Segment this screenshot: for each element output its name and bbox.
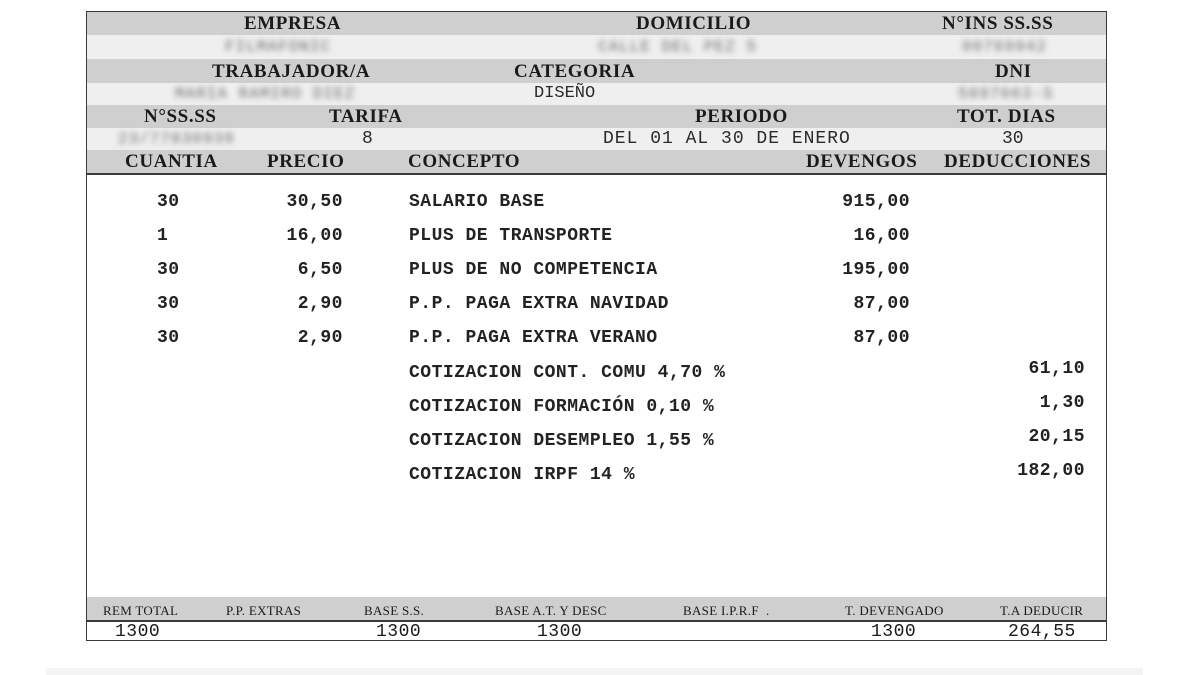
item-1-devengo: 915,00 bbox=[842, 192, 910, 212]
item-3-concepto: PLUS DE NO COMPETENCIA bbox=[409, 260, 658, 280]
footer-label-rem-total: REM TOTAL bbox=[103, 603, 179, 618]
col-deducciones: DEDUCCIONES bbox=[944, 151, 1092, 172]
footer-label-base-at: BASE A.T. Y DESC bbox=[495, 603, 607, 618]
item-2-devengo: 16,00 bbox=[853, 226, 910, 246]
item-5-cuantia: 30 bbox=[157, 328, 180, 348]
footer-value-t-devengado: 1300 bbox=[871, 622, 917, 642]
item-3-cuantia: 30 bbox=[157, 260, 180, 280]
trabajador-label: TRABAJADOR/A bbox=[212, 61, 371, 82]
item-9-concepto: COTIZACION IRPF 14 % bbox=[409, 465, 636, 485]
totdias-label: TOT. DIAS bbox=[957, 106, 1056, 127]
dni-value: 5897663-S bbox=[958, 85, 1054, 103]
periodo-label: PERIODO bbox=[695, 106, 788, 127]
col-devengos: DEVENGOS bbox=[806, 151, 918, 172]
categoria-label: CATEGORIA bbox=[514, 61, 636, 82]
nss-label: N°SS.SS bbox=[144, 106, 217, 127]
nins-value: 00769942 bbox=[962, 38, 1047, 56]
item-1-precio: 30,50 bbox=[286, 192, 343, 212]
item-9-deduccion: 182,00 bbox=[1017, 461, 1085, 481]
item-2-precio: 16,00 bbox=[286, 226, 343, 246]
item-7-deduccion: 1,30 bbox=[1039, 393, 1085, 413]
item-6-concepto: COTIZACION CONT. COMU 4,70 % bbox=[409, 363, 726, 383]
nss-value: 23/77830939 bbox=[118, 130, 235, 148]
col-concepto: CONCEPTO bbox=[408, 151, 521, 172]
item-1-cuantia: 30 bbox=[157, 192, 180, 212]
item-5-devengo: 87,00 bbox=[853, 328, 910, 348]
footer-label-pp-extras: P.P. EXTRAS bbox=[226, 603, 302, 618]
domicilio-value: CALLE DEL PEZ 5 bbox=[598, 38, 758, 56]
col-precio: PRECIO bbox=[267, 151, 345, 172]
item-2-concepto: PLUS DE TRANSPORTE bbox=[409, 226, 613, 246]
nins-label: N°INS SS.SS bbox=[942, 13, 1054, 34]
totdias-value: 30 bbox=[1002, 129, 1024, 149]
footer-label-t-deducir: T.A DEDUCIR bbox=[1000, 603, 1084, 618]
empresa-value: FILMAFONIC bbox=[225, 38, 332, 56]
footer-value-rem-total: 1300 bbox=[115, 622, 161, 642]
item-4-devengo: 87,00 bbox=[853, 294, 910, 314]
item-1-concepto: SALARIO BASE bbox=[409, 192, 545, 212]
item-7-concepto: COTIZACION FORMACIÓN 0,10 % bbox=[409, 397, 715, 417]
item-4-concepto: P.P. PAGA EXTRA NAVIDAD bbox=[409, 294, 669, 314]
item-3-precio: 6,50 bbox=[297, 260, 343, 280]
domicilio-label: DOMICILIO bbox=[636, 13, 752, 34]
tarifa-value: 8 bbox=[362, 129, 373, 149]
payslip-frame bbox=[86, 11, 1107, 641]
categoria-value: DISEÑO bbox=[534, 84, 596, 103]
footer-value-base-at: 1300 bbox=[537, 622, 583, 642]
footer-label-base-irpf: BASE I.P.R.F . bbox=[683, 603, 770, 618]
footer-label-base-ss: BASE S.S. bbox=[364, 603, 425, 618]
footer-label-t-devengado: T. DEVENGADO bbox=[845, 603, 944, 618]
tarifa-label: TARIFA bbox=[329, 106, 403, 127]
item-8-deduccion: 20,15 bbox=[1028, 427, 1085, 447]
item-4-cuantia: 30 bbox=[157, 294, 180, 314]
item-2-cuantia: 1 bbox=[157, 226, 169, 246]
item-6-deduccion: 61,10 bbox=[1028, 359, 1085, 379]
trabajador-value: MARIA RAMIRO DIEZ bbox=[175, 85, 356, 103]
empresa-label: EMPRESA bbox=[244, 13, 342, 34]
item-5-precio: 2,90 bbox=[297, 328, 343, 348]
dni-label: DNI bbox=[995, 61, 1032, 82]
item-5-concepto: P.P. PAGA EXTRA VERANO bbox=[409, 328, 658, 348]
item-8-concepto: COTIZACION DESEMPLEO 1,55 % bbox=[409, 431, 715, 451]
footer-value-base-ss: 1300 bbox=[376, 622, 422, 642]
periodo-value: DEL 01 AL 30 DE ENERO bbox=[603, 129, 851, 149]
footer-value-t-deducir: 264,55 bbox=[1008, 622, 1076, 642]
col-cuantia: CUANTIA bbox=[125, 151, 218, 172]
item-3-devengo: 195,00 bbox=[842, 260, 910, 280]
item-4-precio: 2,90 bbox=[297, 294, 343, 314]
